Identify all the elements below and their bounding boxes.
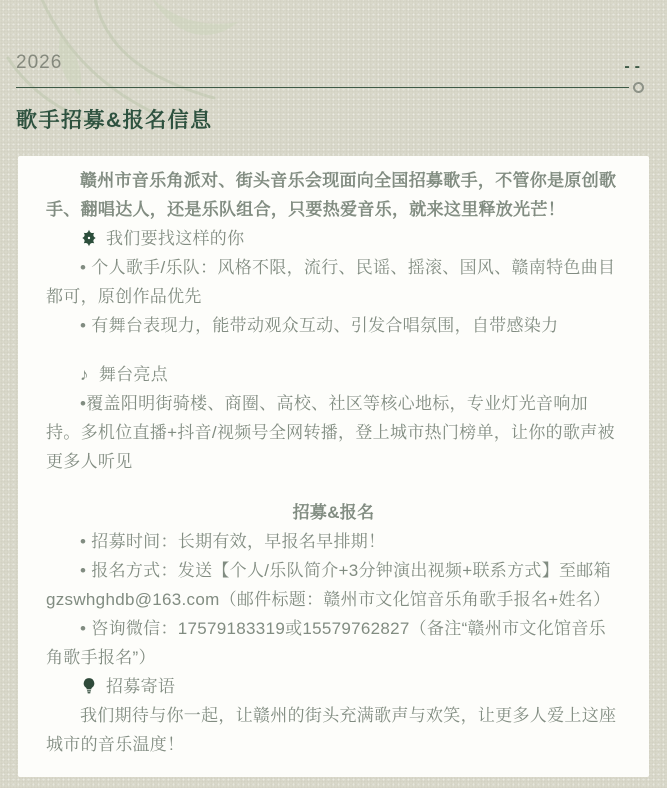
message-paragraph: 我们期待与你一起，让赣州的街头充满歌声与欢笑，让更多人爱上这座城市的音乐温度！ bbox=[46, 706, 617, 754]
year-label: 2026 bbox=[16, 52, 63, 73]
signup-bullet-2: • 报名方式：发送【个人/乐队简介+3分钟演出视频+联系方式】至邮箱gzswhghdb@163.com（邮件标题：赣州市文化馆音乐角歌手报名+姓名） bbox=[46, 561, 611, 609]
message-heading-label: 招募寄语 bbox=[106, 677, 176, 696]
message-heading-line bbox=[46, 672, 621, 701]
music-note-icon: ♪ bbox=[80, 365, 89, 384]
divider-line bbox=[16, 87, 629, 88]
find-bullet-2: • 有舞台表现力，能带动观众互动、引发合唱氛围，自带感染力 bbox=[80, 316, 559, 335]
intro-paragraph: 赣州市音乐角派对、街头音乐会现面向全国招募歌手，不管你是原创歌手、翻唱达人，还是乐队组合，只要热爱音乐，就来这里释放光芒！ bbox=[46, 171, 617, 219]
divider-dashes: -- bbox=[624, 58, 645, 75]
divider-ring-icon bbox=[633, 82, 644, 93]
stage-heading-line bbox=[46, 360, 621, 389]
bulb-icon bbox=[80, 677, 98, 695]
flower-icon bbox=[80, 229, 98, 247]
find-heading-line bbox=[46, 224, 621, 253]
stage-heading-label: 舞台亮点 bbox=[98, 365, 169, 384]
header bbox=[0, 0, 667, 134]
content-card bbox=[18, 156, 649, 777]
signup-heading: 招募&报名 bbox=[292, 503, 375, 522]
signup-bullet-1: • 招募时间：长期有效，早报名早排期！ bbox=[80, 532, 386, 551]
signup-bullet-3: • 咨询微信：17579183319或15579762827（备注“赣州市文化馆音乐角歌手报名”） bbox=[46, 619, 606, 667]
stage-paragraph: •覆盖阳明街骑楼、商圈、高校、社区等核心地标，专业灯光音响加持。多机位直播+抖音/视频号全网转播，登上城市热门榜单，让你的歌声被更多人听见 bbox=[46, 394, 615, 471]
find-bullet-1: • 个人歌手/乐队：风格不限，流行、民谣、摇滚、国风、赣南特色曲目都可，原创作品优先 bbox=[46, 258, 616, 306]
page-title: 歌手招募&报名信息 bbox=[16, 109, 213, 132]
find-heading-label: 我们要找这样的你 bbox=[106, 229, 245, 248]
